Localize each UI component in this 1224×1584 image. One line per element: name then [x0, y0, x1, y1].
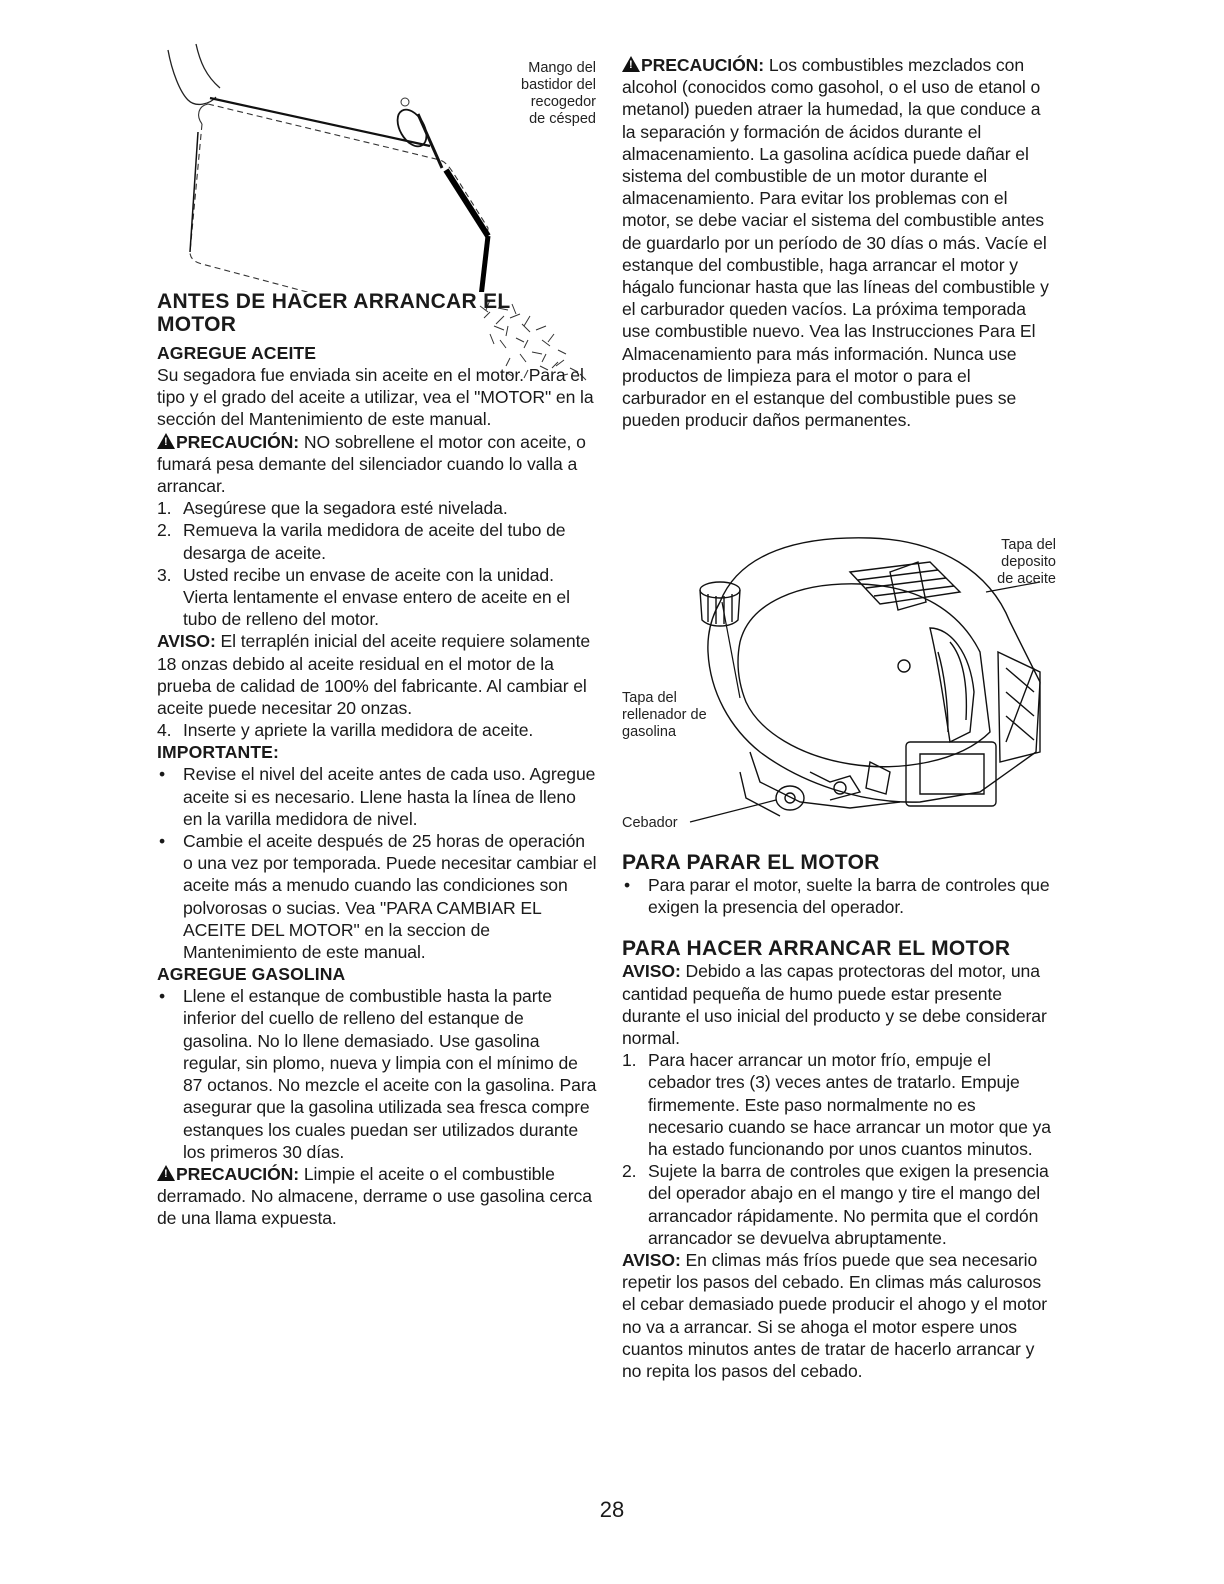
- add-gas-title: AGREGUE GASOLINA: [157, 964, 346, 985]
- caution-overfill: !PRECAUCIÓN: NO sobrellene el motor con aceite, o fumará pesa demante del silenciador cuando lo valla a arrancar.: [157, 431, 597, 498]
- right-column-bottom: [622, 851, 1052, 1382]
- list-item: 3. Usted recibe un envase de aceite con la unidad. Vierta lentamente el envase entero de aceite en el tubo de relleno del motor.: [157, 564, 570, 630]
- fuel-cap-label: Tapa del rellenador de gasolina: [622, 690, 707, 740]
- primer-label: Cebador: [622, 815, 678, 831]
- list-item: 1. Para hacer arrancar un motor frío, empuje el cebador tres (3) veces antes de tratarlo. Empuje firmemente. Este paso normalmente no es necesario cuando se hace arrancar un motor que ya ha estado funcionando por unos cuantos minutos.: [622, 1050, 1051, 1160]
- add-oil-title: AGREGUE ACEITE: [157, 343, 317, 363]
- list-item: 4. Inserte y apriete la varilla medidora de aceite.: [157, 720, 534, 741]
- stop-engine-heading: PARA PARAR EL MOTOR: [622, 851, 880, 874]
- start-notice: AVISO: Debido a las capas protectoras del motor, una cantidad pequeña de humo puede estar presente durante el uso inicial del producto y se debe considerar normal.: [622, 961, 1047, 1049]
- start-engine-heading: PARA HACER ARRANCAR EL MOTOR: [622, 937, 1011, 961]
- list-item: 1. Asegúrese que la segadora esté nivelada.: [157, 498, 508, 519]
- warning-triangle-icon: [157, 1165, 175, 1181]
- important-bullets: [157, 763, 597, 963]
- list-item: • Revise el nivel del aceite antes de cada uso. Agregue aceite si es necesario. Llene hasta la línea de lleno en la varilla medidora de nivel.: [159, 764, 596, 829]
- left-column: [157, 290, 597, 1230]
- list-item: • Para parar el motor, suelte la barra de controles que exigen la presencia del operador.: [624, 875, 1050, 918]
- start-steps-list: [622, 1049, 1052, 1249]
- caution-alcohol-fuels: !PRECAUCIÓN: Los combustibles mezclados con alcohol (conocidos como gasohol, o el uso de etanol o metanol) pueden atraer la humedad, la que conduce a la separación y formación de ácidos durante el almacenamiento. La gasolina acídica puede dañar el sistema del combustible de un motor durante el almacenamiento. Para evitar los problemas con el motor, se debe vaciar el sistema del combustible antes de guardarlo por un período de 30 días o más. Vacíe el estanque del combustible, haga arrancar el motor y hágalo funcionar hasta que las líneas del combustible y el carburador queden vacíos. La próxima temporada use combustible nuevo. Vea las Instrucciones Para El Almacenamiento para más información. Nunca use productos de limpieza para el motor o para el carburador en el estanque del combustible pues se pueden producir daños permanentes.: [622, 54, 1052, 431]
- oil-steps-list: [157, 497, 597, 630]
- grass-catcher-handle-label: Mango del bastidor del recogedor de césped: [521, 60, 596, 127]
- warning-triangle-icon: [622, 56, 640, 72]
- warning-triangle-icon: [157, 433, 175, 449]
- gas-bullets: [157, 985, 597, 1163]
- add-oil-intro: Su segadora fue enviada sin aceite en el motor. Para el tipo y el grado del aceite a utilizar, vea el "MOTOR" en la sección del Mantenimiento de este manual.: [157, 365, 594, 430]
- list-item: 2. Sujete la barra de controles que exigen la presencia del operador abajo en el mango y tire el mango del arrancador rápidamente. No permita que el cordón arrancador se devuelva abruptamente.: [622, 1161, 1049, 1248]
- list-item: 2. Remueva la varila medidora de aceite del tubo de desarga de aceite.: [157, 520, 566, 563]
- cold-climate-notice: AVISO: En climas más fríos puede que sea necesario repetir los pasos del cebado. En climas más calurosos el cebar demasiado puede producir el ahogo y el motor no va a arrancar. Si se ahoga el motor espere unos cuantos minutos antes de tratar de hacerlo arrancar y no repita los pasos del cebado.: [622, 1250, 1048, 1382]
- oil-notice: AVISO: El terraplén inicial del aceite requiere solamente 18 onzas debido al aceite residual en el motor de la prueba de calidad de 100% del fabricante. Al cambiar el aceite puede necesitar 20 onzas.: [157, 631, 591, 719]
- oil-cap-label: Tapa del deposito de aceite: [997, 537, 1056, 587]
- list-item: • Cambie el aceite después de 25 horas de operación o una vez por temporada. Puede necesitar cambiar el aceite más a menudo cuando las condiciones son polvorosas o sucias. Vea "PARA CAMBIAR EL ACEITE DEL MOTOR" en la seccion de Mantenimiento de este manual.: [159, 831, 597, 963]
- page-number: 28: [599, 1497, 625, 1522]
- right-column-top: [622, 54, 1052, 431]
- important-label: IMPORTANTE:: [157, 742, 279, 763]
- grass-catcher-illustration: [150, 42, 500, 292]
- list-item: • Llene el estanque de combustible hasta la parte inferior del cuello de relleno del estanque de gasolina. No lo llene demasiado. Use gasolina regular, sin plomo, nueva y limpia con el mínimo de 87 octanos. No mezcle el aceite con la gasolina. Para asegurar que la gasolina utilizada sea fresca compre estanques los cuales puedan ser utilizados durante los primeros 30 días.: [159, 986, 597, 1162]
- section-heading-before-start: ANTES DE HACER ARRANCAR EL MOTOR: [157, 290, 511, 336]
- caution-spill: !PRECAUCIÓN: Limpie el aceite o el combustible derramado. No almacene, derrame o use gasolina cerca de una llama expuesta.: [157, 1163, 597, 1230]
